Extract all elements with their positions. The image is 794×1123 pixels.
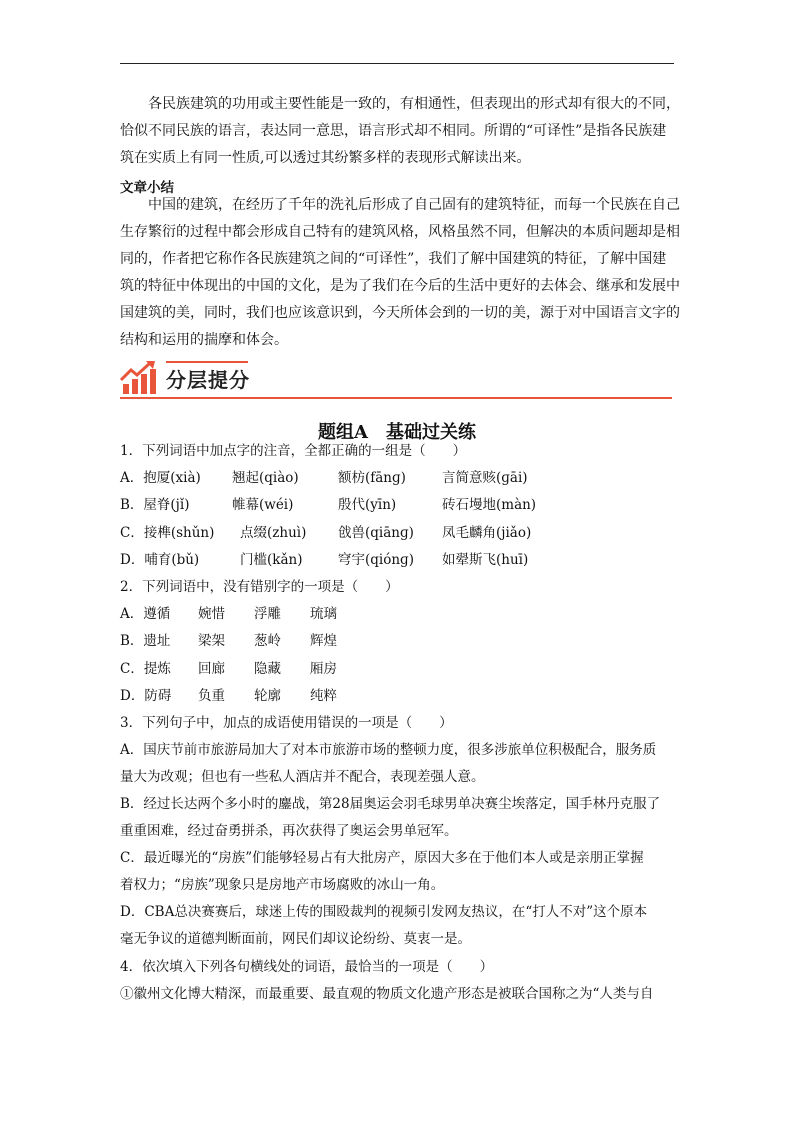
option-cell: 凤毛麟角(jiǎo) (442, 524, 532, 541)
group-title: 题组A 基础过关练 (318, 422, 476, 443)
option-cell: A．遵循 (120, 606, 171, 622)
option-cell: 砖石墁地(màn) (442, 497, 537, 514)
option-cell: 回廊 (198, 660, 225, 677)
text-line: 结构和运用的揣摩和体会。 (120, 332, 288, 348)
option-cell: D．哺育(bǔ) (120, 551, 200, 568)
option-cell: D．防碍 (120, 687, 172, 704)
option-line: 毫无争议的道德判断面前，网民们却议论纷纷、莫衷一是。 (120, 931, 471, 947)
question-3-options (120, 737, 680, 953)
rising-bar-chart-icon (120, 360, 160, 396)
text-line: 恰似不同民族的语言，表达同一意思，语言形式却不相同。所谓的“可译性”是指各民族建 (120, 123, 667, 139)
option-cell: 言简意赅(ɡāi) (442, 470, 528, 486)
option-cell: 琉璃 (310, 606, 337, 622)
summary-paragraph (120, 192, 680, 354)
option-cell: A．抱厦(xià) (120, 470, 201, 486)
text-line: 国建筑的美，同时，我们也应该意识到，今天所体会到的一切的美，源于对中国语言文字的 (120, 305, 680, 321)
option-cell: 如翚斯飞(huī) (442, 551, 529, 568)
option-line: 量大为改观；但也有一些私人酒店并不配合，表现差强人意。 (120, 769, 485, 785)
option-cell: 厢房 (310, 660, 337, 677)
section-banner (120, 360, 676, 400)
option-cell: 殷代(yīn) (338, 497, 397, 514)
option-cell: 点缀(zhuì) (240, 524, 307, 541)
option-line: A．国庆节前市旅游局加大了对本市旅游市场的整顿力度，很多涉旅单位积极配合，服务质 (120, 742, 657, 758)
option-cell: 梁架 (198, 633, 225, 650)
option-cell: 戗兽(qiānɡ) (338, 524, 414, 541)
banner-underline (120, 397, 672, 399)
text-line: 筑在实质上有同一性质,可以透过其纷繁多样的表现形式解读出来。 (120, 150, 531, 166)
option-line: C．最近曝光的“房族”们能够轻易占有大批房产，原因大多在于他们本人或是亲朋正掌握 (120, 850, 644, 866)
option-cell: 婉惜 (198, 606, 225, 622)
intro-paragraph (120, 91, 680, 172)
text-line: 生存繁衍的过程中都会形成自己特有的建筑风格，风格虽然不同，但解决的本质问题却是相 (120, 224, 680, 240)
option-cell: B．屋脊(jǐ) (120, 497, 190, 514)
question-4-line: ①徽州文化博大精深，而最重要、最直观的物质文化遗产形态是被联合国称之为“人类与自 (120, 986, 654, 1002)
question-1-stem: 1．下列词语中加点字的注音，全都正确的一组是（ ） (120, 443, 467, 459)
option-cell: 额枋(fānɡ) (338, 470, 406, 486)
option-cell: B．遗址 (120, 633, 171, 650)
option-cell: 葱岭 (254, 633, 281, 650)
option-line: 重重困难，经过奋勇拼杀，再次获得了奥运会男单冠军。 (120, 823, 458, 839)
question-3-stem: 3．下列句子中，加点的成语使用错误的一项是（ ） (120, 715, 453, 731)
question-2-stem: 2．下列词语中，没有错别字的一项是（ ） (120, 579, 399, 595)
summary-title: 文章小结 (120, 180, 174, 196)
option-cell: 负重 (198, 687, 225, 704)
text-line: 筑的特征中体现出的中国的文化，是为了我们在今后的生活中更好的去体会、继承和发展中 (120, 278, 680, 294)
option-cell: 轮廓 (254, 687, 281, 704)
banner-title: 分层提分 (166, 368, 250, 392)
text-line: 各民族建筑的功用或主要性能是一致的，有相通性，但表现出的形式却有很大的不同， (148, 96, 680, 112)
question-4-stem: 4．依次填入下列各句横线处的词语，最恰当的一项是（ ） (120, 959, 494, 975)
banner-top-rule (166, 361, 248, 363)
option-line: B．经过长达两个多小时的鏖战，第28届奥运会羽毛球男单决赛尘埃落定，国手林丹克服了 (120, 796, 661, 812)
option-cell: 浮雕 (254, 606, 281, 622)
option-line: 着权力；“房族”现象只是房地产市场腐败的冰山一角。 (120, 877, 445, 893)
option-cell: 穹宇(qiónɡ) (338, 551, 414, 568)
text-line: 中国的建筑，在经历了千年的洗礼后形成了自己固有的建筑特征，而每一个民族在自己 (148, 197, 680, 213)
option-line: D．CBA总决赛赛后，球迷上传的围殴裁判的视频引发网友热议，在“打人不对”这个原本 (120, 904, 648, 920)
option-cell: 门槛(kǎn) (240, 551, 303, 568)
option-cell: 帷幕(wéi) (232, 497, 294, 514)
header-rule (120, 63, 674, 64)
option-cell: 翘起(qiào) (232, 470, 299, 486)
option-cell: 辉煌 (310, 633, 337, 650)
option-cell: C．接榫(shǔn) (120, 524, 215, 541)
option-cell: 隐藏 (254, 660, 281, 677)
option-cell: C．提炼 (120, 660, 171, 677)
option-cell: 纯粹 (310, 687, 337, 704)
text-line: 同的，作者把它称作各民族建筑之间的“可译性”，我们了解中国建筑的特征，了解中国建 (120, 251, 667, 267)
